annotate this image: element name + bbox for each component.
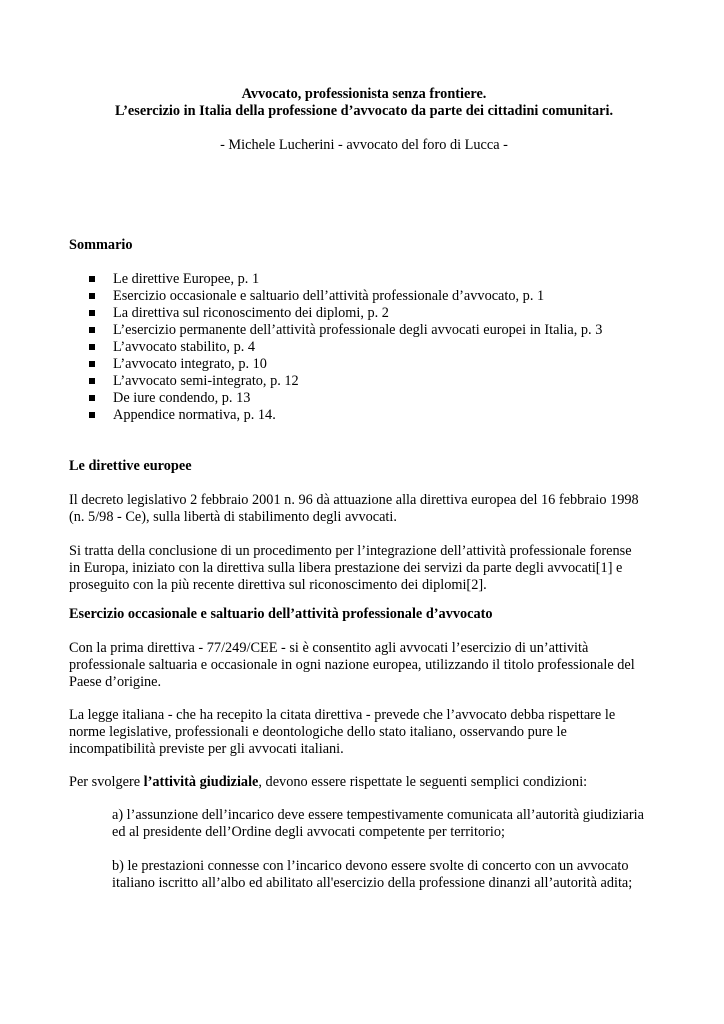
summary-item: L’esercizio permanente dell’attività professionale degli avvocati europei in Italia, p. 3 [69, 322, 659, 339]
condition-b: b) le prestazioni connesse con l’incarico devono essere svolte di concerto con un avvocato italiano iscritto all’albo ed abilitato all'esercizio della professione dinanzi all’autorità adita; [112, 858, 633, 891]
paragraph: Con la prima direttiva - 77/249/CEE - si è consentito agli avvocati l’esercizio di un’attività professionale saltuaria e occasionale in ogni nazione europea, utilizzando il titolo professionale del Paese d’origine. [69, 640, 635, 690]
summary-item: Le direttive Europee, p. 1 [69, 271, 659, 288]
document-title [69, 86, 659, 120]
bullet-icon [89, 395, 95, 401]
bullet-icon [89, 310, 95, 316]
title-line-1: Avvocato, professionista senza frontiere. [241, 86, 487, 102]
summary-item: De iure condendo, p. 13 [69, 390, 659, 407]
bullet-icon [89, 378, 95, 384]
summary-item: L’avvocato integrato, p. 10 [69, 356, 659, 373]
bullet-icon [89, 293, 95, 299]
condition-a: a) l’assunzione dell’incarico deve essere tempestivamente comunicata all’autorità giudiziaria ed al presidente dell’Ordine degli avvocati competente per territorio; [112, 807, 644, 840]
bullet-icon [89, 344, 95, 350]
summary-list [69, 271, 659, 424]
bold-phrase: l’attività giudiziale [143, 774, 259, 790]
summary-item: La direttiva sul riconoscimento dei diplomi, p. 2 [69, 305, 659, 322]
bullet-icon [89, 327, 95, 333]
summary-heading: Sommario [69, 237, 133, 253]
summary-item: Esercizio occasionale e saltuario dell’attività professionale d’avvocato, p. 1 [69, 288, 659, 305]
section-heading-esercizio: Esercizio occasionale e saltuario dell’attività professionale d’avvocato [69, 606, 493, 622]
summary-item: L’avvocato semi-integrato, p. 12 [69, 373, 659, 390]
paragraph: La legge italiana - che ha recepito la citata direttiva - prevede che l’avvocato debba rispettare le norme legislative, professionali e deontologiche dello stato italiano, osservando pure le incompatibilità previste per gli avvocati italiani. [69, 707, 616, 757]
summary-item: L’avvocato stabilito, p. 4 [69, 339, 659, 356]
bullet-icon [89, 276, 95, 282]
title-line-2: L’esercizio in Italia della professione d’avvocato da parte dei cittadini comunitari. [114, 103, 614, 119]
bullet-icon [89, 412, 95, 418]
bullet-icon [89, 361, 95, 367]
paragraph: Il decreto legislativo 2 febbraio 2001 n. 96 dà attuazione alla direttiva europea del 16 febbraio 1998 (n. 5/98 - Ce), sulla libertà di stabilimento degli avvocati. [69, 492, 639, 525]
paragraph: Si tratta della conclusione di un procedimento per l’integrazione dell’attività professionale forense in Europa, iniziato con la direttiva sulla libera prestazione dei servizi da parte degli avvocati[1] e proseguito con la più recente direttiva sul riconoscimento dei diplomi[2]. [69, 543, 632, 593]
summary-item: Appendice normativa, p. 14. [69, 407, 659, 424]
author-line: - Michele Lucherini - avvocato del foro di Lucca - [220, 137, 508, 153]
section-heading-direttive: Le direttive europee [69, 458, 192, 474]
paragraph: Per svolgere l’attività giudiziale, devono essere rispettate le seguenti semplici condizioni: [69, 774, 588, 790]
